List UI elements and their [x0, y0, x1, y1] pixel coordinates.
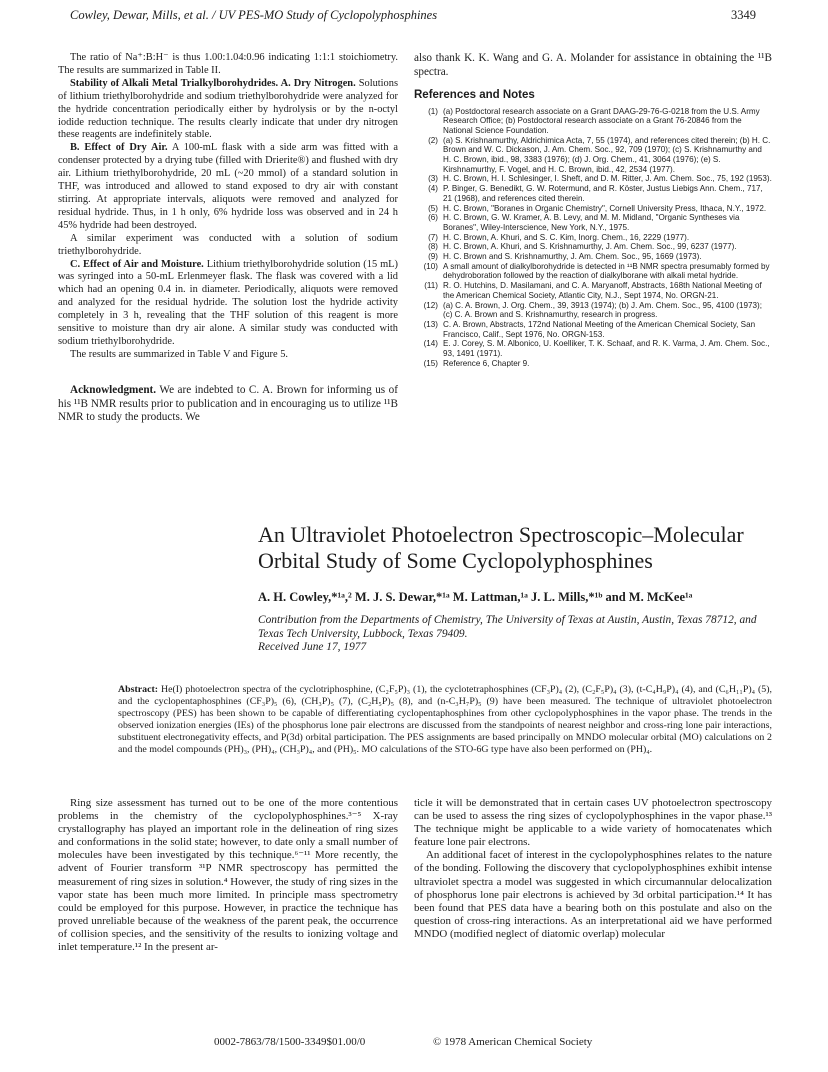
reference-item: [414, 107, 772, 136]
reference-number: (2): [428, 135, 438, 145]
reference-number: (14): [423, 339, 438, 349]
reference-number: (3): [428, 174, 438, 184]
reference-number: (1): [428, 106, 438, 116]
received-date: Received June 17, 1977: [258, 641, 367, 653]
paragraph: [58, 259, 398, 349]
reference-text: (a) Postdoctoral research associate on a Grant DAAG-29-76-G-0218 from the U.S. Army Research Office; (b) Postdoctoral research associate on a Grant 76-20846 from the National Science Foundation.: [443, 106, 760, 135]
authors: A. H. Cowley,*¹ᵃ,² M. J. S. Dewar,*¹ᵃ M. Lattman,¹ᵃ J. L. Mills,*¹ᵇ and M. McKee¹ᵃ: [258, 590, 693, 604]
paragraph-body: A 100-mL flask with a side arm was fitted with a condenser protected by a drying tube (filled with Drierite®) and flushed with dry air. Lithium triethylborohydride, 20 mL (~20 mmol) of a standard solution in THF, was introduced and allowed to stand exposed to dry air with constant stirring. At appropriate intervals, aliquots were removed and analyzed for residual hydride. Thus, in 1 h only, 6% hydride loss was observed and in 24 h 45% hydride had been destroyed.: [58, 142, 398, 231]
reference-text: P. Binger, G. Benedikt, G. W. Rotermund, and R. Köster, Justus Liebigs Ann. Chem., 717, 21 (1968), and references cited therein.: [443, 184, 763, 203]
references-heading: References and Notes: [414, 88, 535, 101]
reference-item: [414, 233, 772, 243]
reference-number: (12): [423, 300, 438, 310]
run-in-head: Stability of Alkali Metal Trialkylborohydrides. A. Dry Nitrogen.: [70, 77, 356, 89]
reference-text: H. C. Brown, H. I. Schlesinger, I. Sheft, and D. M. Ritter, J. Am. Chem. Soc., 75, 192 (1953).: [443, 174, 772, 184]
reference-number: (6): [428, 213, 438, 223]
reference-number: (10): [423, 261, 438, 271]
reference-number: (7): [428, 232, 438, 242]
reference-text: C. A. Brown, Abstracts, 172nd National Meeting of the American Chemical Society, San Francisco, Calif., Sept 1976, No. ORGN-153.: [443, 319, 756, 339]
reference-text: H. C. Brown, G. W. Kramer, A. B. Levy, and M. M. Midland, "Organic Syntheses via Boranes", Wiley-Interscience, New York, N.Y., 1975.: [443, 213, 740, 232]
affiliation: [258, 614, 778, 655]
footer-copyright: © 1978 American Chemical Society: [433, 1036, 593, 1048]
reference-text: E. J. Corey, S. M. Albonico, U. Koelliker, T. K. Schaaf, and R. K. Varma, J. Am. Chem. Soc., 93, 1491 (1971).: [443, 339, 770, 359]
reference-number: (5): [428, 203, 438, 213]
reference-item: [414, 301, 772, 320]
abstract: [118, 684, 772, 757]
reference-item: [414, 213, 772, 232]
run-in-head: B. Effect of Dry Air.: [70, 142, 168, 154]
paragraph: The results are summarized in Table V and Figure 5.: [70, 348, 288, 360]
reference-number: (11): [424, 281, 438, 291]
paragraph: [58, 142, 398, 232]
ack-head: Acknowledgment.: [70, 383, 157, 396]
reference-text: A small amount of dialkylborohydride is detected in ¹¹B NMR spectra presumably formed by dehydroboration followed by the reaction of dialkylborane with alkali metal hydride.: [443, 261, 770, 281]
reference-text: R. O. Hutchins, D. Masilamani, and C. A. Maryanoff, Abstracts, 168th National Meeting of the American Chemical Society, Atlantic City, N.J., Sept 1974, No. ORGN-21.: [443, 281, 762, 300]
reference-text: (a) S. Krishnamurthy, Aldrichimica Acta, 7, 55 (1974), and references cited therein; (b) H. C. Brown and W. C. Dickason, J. Am. Chem. Soc., 92, 709 (1970); (c) S. Krishnamurthy and H. C. Brown, ibid., 98, 3383 (1976); (d) J. Org. Chem., 41, 3064 (1976); (e) S. Kirshnamurthy, F. Vogel, and H. C. Brown, ibid., 42, 2534 (1977).: [443, 135, 771, 174]
reference-number: (4): [428, 184, 438, 194]
reference-item: [414, 204, 772, 214]
paragraph: An additional facet of interest in the cyclopolyphosphines relates to the nature of the bonding. Following the discovery that cyclopolyphosphines exhibit intense ultraviolet spectra a model was suggested in which circumannular delocalization of phosphorus lone pair electrons is achieved by 3d orbital participation.¹⁴ It has been found that PES data have a bearing both on this postulate and also on the question of cross-ring interactions. As an interpretational aid we have performed MNDO (modified neglect of diatomic overlap) molecular: [414, 849, 772, 940]
article-title: An Ultraviolet Photoelectron Spectroscopic–Molecular Orbital Study of Some Cyclopolyphosphines: [258, 522, 744, 573]
running-header: Cowley, Dewar, Mills, et al. / UV PES-MO Study of Cyclopolyphosphines: [70, 8, 438, 22]
reference-number: (13): [423, 319, 438, 329]
reference-text: H. C. Brown, A. Khuri, and S. Krishnamurthy, J. Am. Chem. Soc., 99, 6237 (1977).: [443, 242, 737, 252]
body-left-column: [58, 797, 398, 954]
reference-number: (9): [428, 252, 438, 262]
footer-code: 0002-7863/78/1500-3349$01.00/0: [214, 1036, 366, 1048]
reference-text: H. C. Brown, A. Khuri, and S. C. Kim, Inorg. Chem., 16, 2229 (1977).: [443, 232, 690, 242]
paragraph-body: Lithium triethylborohydride solution (15 mL) was syringed into a 50-mL Erlenmeyer flask. The flask was covered with a lid which had an opening 0.4 in. in diameter. Periodically, aliquots were removed and analyzed for the residual hydride. The solution lost the hydride activity completely in 3 h, revealing that the THF solution of this reagent is more sensitive to moisture than dry air alone. A similar study was conducted with sodium triethylborohydride.: [58, 258, 398, 347]
ack-text: We are indebted to C. A. Brown for informing us of his ¹¹B NMR results prior to publication and in encouraging us to utilize ¹¹B NMR to study the products. We: [58, 383, 398, 424]
acknowledgment: [58, 384, 398, 425]
reference-number: (8): [428, 242, 438, 252]
abstract-text: He(I) photoelectron spectra of the cyclotriphosphine, (C₂F₅P)₃ (1), the cyclotetraphosphines (CF₃P)₄ (2), (C₂F₅P)₄ (3), (t-C₄H₉P)₄ (4), and (C₆H₁₁P)₄ (5), and the cyclopentaphosphines (CF₃P)₅ (6), (CH₃P)₅ (7), (C₂H₅P)₅ (8), and (n-C₃H₇P)₅ (9) have been measured. The technique of ultraviolet photoelectron spectroscopy (PES) has been shown to be capable of differentiating cyclopentaphosphines from other cyclopolyphosphines in the vapor phase. The trends in the observed ionization energies (IEs) of the phosphorus lone pair electrons are discussed from the standpoints of nearest neighbor and cross-ring lone pair interactions, substituent electronegativity effects, and P(3d) orbital participation. The PES assignments are based principally on MNDO molecular orbital (MO) calculations on 2 and the model compounds (PH)₃, (PH)₄, (CH₃P)₄, and (PH)₅. MO calculations of the STO-6G type have also been performed on (PH)₄.: [118, 684, 772, 756]
paragraph: [58, 78, 398, 143]
reference-item: [414, 281, 772, 300]
body-right-column: [414, 797, 772, 941]
reference-item: [414, 359, 772, 369]
reference-item: [414, 242, 772, 252]
paragraph: Ring size assessment has turned out to be one of the more contentious problems in the chemistry of the cyclopolyphosphines.³⁻⁵ X-ray crystallography has played an important role in the delineation of ring sizes and conformations in the solid state; however, to date only a small number of molecules have been investigated by this technique.⁶⁻¹¹ More recently, the advent of Fourier transform ³¹P NMR spectroscopy has permitted the measurement of ring sizes in solution.⁴ However, the study of ring sizes in the vapor state has been much more limited. In principle mass spectrometry could be employed for this purpose. However, in practice the technique has proved unreliable because of the weakness of the parent peak, the occurrence of collision species, and the sensitivity of the results to ionizing voltage and inlet temperature.¹² In the present ar-: [58, 797, 398, 954]
reference-item: [414, 262, 772, 281]
reference-item: [414, 339, 772, 358]
reference-item: [414, 320, 772, 339]
paragraph: ticle it will be demonstrated that in certain cases UV photoelectron spectroscopy can be used to assess the ring sizes of cyclopolyphosphines in the vapor phase.¹³ The technique might be applicable to a wide variety of homocatenates which feature lone pair electrons.: [414, 797, 772, 849]
page-number: 3349: [731, 8, 756, 22]
paragraph: The ratio of Na⁺:B:H⁻ is thus 1.00:1.04:0.96 indicating 1:1:1 stoichiometry. The results are summarized in Table II.: [58, 52, 398, 76]
ack-continued: also thank K. K. Wang and G. A. Molander for assistance in obtaining the ¹¹B spectra.: [414, 52, 772, 78]
reference-item: [414, 174, 772, 184]
reference-text: H. C. Brown, "Boranes in Organic Chemistry", Cornell University Press, Ithaca, N.Y., 1972.: [443, 203, 767, 213]
right-column-top: [414, 52, 772, 368]
reference-text: Reference 6, Chapter 9.: [443, 358, 530, 368]
reference-text: H. C. Brown and S. Krishnamurthy, J. Am. Chem. Soc., 95, 1669 (1973).: [443, 252, 702, 262]
left-column-top: [58, 52, 398, 425]
reference-item: [414, 252, 772, 262]
references-list: [414, 107, 772, 369]
reference-item: [414, 184, 772, 203]
reference-text: (a) C. A. Brown, J. Org. Chem., 39, 3913 (1974); (b) J. Am. Chem. Soc., 95, 4100 (1973); (c) C. A. Brown and S. Krishnamurthy, research in progress.: [443, 300, 762, 320]
run-in-head: C. Effect of Air and Moisture.: [70, 258, 204, 270]
reference-number: (15): [423, 358, 438, 368]
abstract-label: Abstract:: [118, 684, 159, 695]
paragraph-body: Solutions of lithium triethylborohydride and sodium triethylborohydride were analyzed for the hydride concentration periodically either by hydrolysis or by the n-octyl iodide reduction technique. The results clearly indicate that under dry nitrogen these reagents are indefinitely stable.: [58, 77, 398, 141]
paragraph: A similar experiment was conducted with a solution of sodium triethylborohydride.: [58, 232, 398, 257]
reference-item: [414, 136, 772, 175]
affiliation-text: Contribution from the Departments of Chemistry, The University of Texas at Austin, Austin, Texas 78712, and Texas Tech University, Lubbock, Texas 79409.: [258, 614, 757, 640]
